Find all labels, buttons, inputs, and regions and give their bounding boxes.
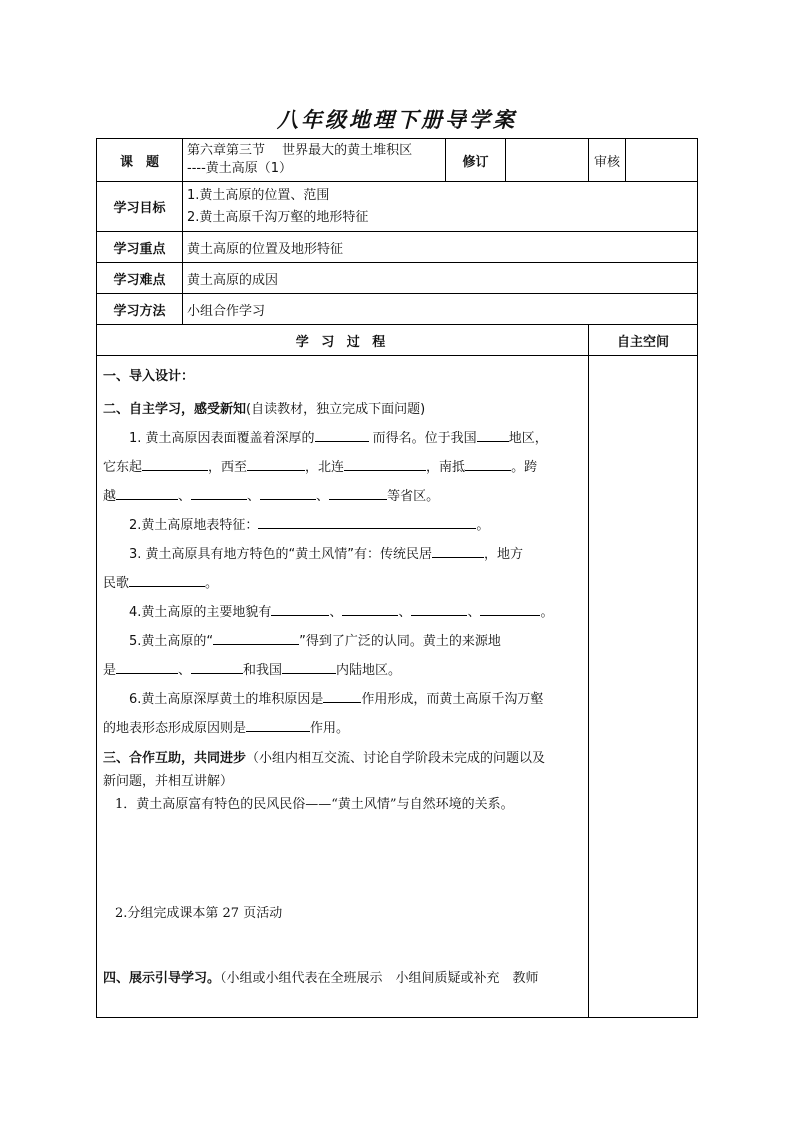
fill-blank[interactable]	[271, 603, 329, 616]
question-1-line-2: 它东起 ，西至 ，北连 ，南抵 。跨	[103, 460, 538, 475]
question-3-line-1: 3. 黄土高原具有地方特色的“黄土风情”有：传统民居 ，地方	[129, 547, 524, 562]
fill-blank[interactable]	[116, 661, 178, 674]
fill-blank[interactable]	[142, 458, 208, 471]
question-5-line-1: 5.黄土高原的“ ”得到了广泛的认同。黄土的来源地	[129, 634, 501, 649]
question-1-line-3: 越 、 、 、 等省区。	[103, 489, 440, 504]
method-label: 学习方法	[97, 294, 183, 325]
question-6-line-1: 6.黄土高原深厚黄土的堆积原因是 作用形成，而黄土高原千沟万壑	[129, 692, 544, 707]
fill-blank[interactable]	[213, 632, 299, 645]
fill-blank[interactable]	[116, 487, 178, 500]
key-point-row	[97, 232, 698, 263]
method-value: 小组合作学习	[183, 294, 698, 325]
fill-blank[interactable]	[432, 545, 484, 558]
fill-blank[interactable]	[477, 429, 509, 442]
goal-value	[183, 182, 698, 232]
key-point-value: 黄土高原的位置及地形特征	[183, 232, 698, 263]
goal-row	[97, 182, 698, 232]
question-1-line-1: 1. 黄土高原因表面覆盖着深厚的 而得名。位于我国 地区，	[129, 431, 548, 446]
fill-blank[interactable]	[323, 690, 361, 703]
fill-blank[interactable]	[191, 487, 247, 500]
fill-blank[interactable]	[465, 458, 511, 471]
fill-blank[interactable]	[315, 429, 369, 442]
question-4: 4.黄土高原的主要地貌有 、 、 、 。	[129, 605, 554, 620]
question-2: 2.黄土高原地表特征： 。	[129, 518, 490, 533]
key-point-label: 学习重点	[97, 232, 183, 263]
method-row	[97, 294, 698, 325]
goal-item-2: 2.黄土高原千沟万壑的地形特征	[187, 209, 369, 225]
self-space-header: 自主空间	[589, 325, 698, 356]
lesson-value-line2: ----黄土高原（1）	[187, 161, 293, 176]
difficulty-row	[97, 263, 698, 294]
review-value[interactable]	[626, 139, 698, 182]
goal-item-1: 1.黄土高原的位置、范围	[187, 187, 330, 203]
fill-blank[interactable]	[246, 719, 310, 732]
revise-label: 修订	[446, 139, 506, 182]
question-6-line-2: 的地表形态形成原因则是 作用。	[103, 721, 350, 736]
fill-blank[interactable]	[129, 574, 205, 587]
section-1-heading: 一、导入设计：	[103, 369, 195, 384]
self-space-area[interactable]	[589, 356, 698, 1018]
lesson-label: 课 题	[97, 139, 183, 182]
section-2-heading: 二、自主学习，感受新知(自读教材，独立完成下面问题)	[103, 402, 426, 417]
question-5-line-2: 是 、 和我国 内陆地区。	[103, 663, 402, 678]
lesson-value	[183, 139, 446, 182]
fill-blank[interactable]	[480, 603, 540, 616]
difficulty-label: 学习难点	[97, 263, 183, 294]
goal-label: 学习目标	[97, 182, 183, 232]
fill-blank[interactable]	[329, 487, 387, 500]
process-row	[97, 356, 698, 1018]
coop-task-1: 1．黄土高原富有特色的民风民俗——“黄土风情”与自然环境的关系。	[115, 797, 514, 812]
question-3-line-2: 民歌 。	[103, 576, 219, 591]
fill-blank[interactable]	[282, 661, 336, 674]
fill-blank[interactable]	[247, 458, 305, 471]
fill-blank[interactable]	[411, 603, 467, 616]
coop-answer-space-1[interactable]	[103, 817, 582, 903]
coop-task-2: 2.分组完成课本第 27 页活动	[115, 906, 283, 921]
fill-blank[interactable]	[191, 661, 243, 674]
review-label: 审核	[589, 139, 626, 182]
study-guide-table	[96, 138, 698, 1018]
process-content	[97, 356, 589, 1018]
fill-blank[interactable]	[344, 458, 426, 471]
process-header-row	[97, 325, 698, 356]
revise-value[interactable]	[506, 139, 589, 182]
section-3-heading: 三、合作互助，共同进步（小组内相互交流、讨论自学阶段未完成的问题以及	[103, 751, 546, 766]
section-4-heading: 四、展示引导学习。（小组或小组代表在全班展示 小组间质疑或补充 教师	[103, 971, 539, 986]
coop-answer-space-2[interactable]	[103, 925, 582, 967]
fill-blank[interactable]	[258, 516, 476, 529]
section-3-heading-cont: 新问题，并相互讲解）	[103, 774, 234, 789]
lesson-row	[97, 139, 698, 182]
fill-blank[interactable]	[342, 603, 398, 616]
difficulty-value: 黄土高原的成因	[183, 263, 698, 294]
page-title: 八年级地理下册导学案	[277, 107, 517, 132]
lesson-value-line1: 第六章第三节 世界最大的黄土堆积区	[187, 143, 413, 158]
process-header: 学 习 过 程	[97, 325, 589, 356]
fill-blank[interactable]	[260, 487, 316, 500]
